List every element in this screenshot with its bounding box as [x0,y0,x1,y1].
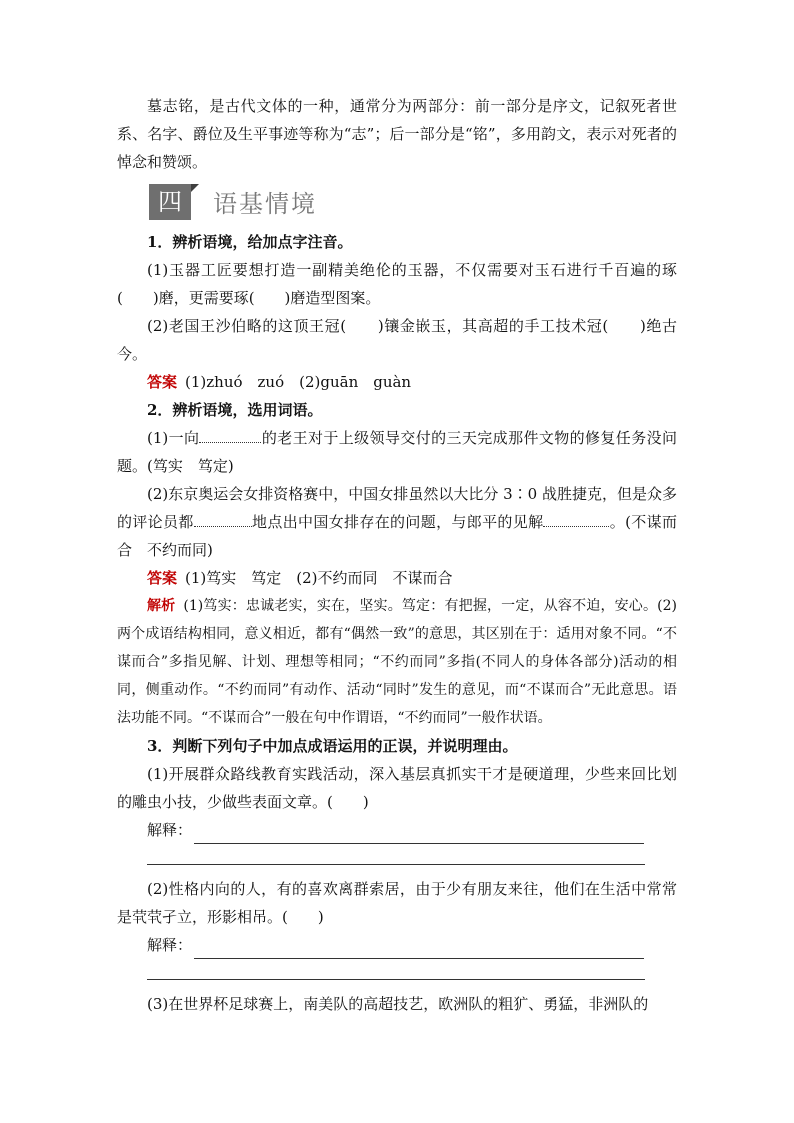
fill-blank[interactable] [543,510,609,527]
q2-item2-pre: (2)东京奥运会女排资格赛中，中国女排虽然以大比分 3∶0 战胜捷克，但是众多的评论员都 [117,485,677,531]
q3-title: 3．判断下列句子中加点成语运用的正误，并说明理由。 [147,737,518,755]
q2-item1-post: 的老王对于上级领导交付的三天完成那件文物的修复任务没问题。(笃实 笃定) [117,429,677,475]
q3-item2: (2)性格内向的人，有的喜欢离群索居，由于少有朋友来往，他们在生活中常常是茕茕孑立，形影相吊。( ) [117,880,677,926]
q2-item2-mid: 地点出中国女排存在的问题，与郎平的见解 [251,513,544,531]
answer-line[interactable] [194,823,644,844]
q1-item1: (1)玉器工匠要想打造一副精美绝伦的玉器，不仅需要对玉石进行千百遍的琢( )磨，更需要琢( )磨造型图案。 [117,261,677,307]
q2-answer-line [117,564,677,592]
answer-line[interactable] [194,938,644,959]
q3-item3: (3)在世界杯足球赛上，南美队的高超技艺，欧洲队的粗犷、勇猛，非洲队的 [147,995,649,1013]
q2-explain-text: (1)笃实：忠诚老实，实在，坚实。笃定：有把握，一定，从容不迫，安心。(2)两个成语结构相同，意义相近，都有“偶然一致”的意思，其区别在于：适用对象不同。“不谋而合”多指见解、计划、理想等相同；“不约而同”多指(不同人的身体各部分)活动的相同，侧重动作。“不约而同”有动作、活动“同时”发生的意见，而“不谋而合”无此意思。语法功能不同。“不谋而合”一般在句中作谓语，“不约而同”一般作状语。 [117,598,678,726]
q3-item2-explain-row [117,931,677,959]
answer-line[interactable] [147,959,645,980]
q1-answer-line [117,368,677,396]
explain-label: 解析 [147,598,176,614]
jieshi-label: 解释： [147,821,193,839]
q2-title: 2．辨析语境，选用词语。 [147,401,323,419]
q2-item1 [117,424,677,480]
q3-item1: (1)开展群众路线教育实践活动，深入基层真抓实干才是硬道理，少些来回比划的雕虫小技，少做些表面文章。( ) [117,765,677,811]
answer-label: 答案 [147,373,178,391]
fill-blank[interactable] [199,426,261,443]
q2-explain-paragraph [117,592,677,732]
q2-item1-pre: (1)一向 [147,429,200,447]
intro-paragraph: 墓志铭，是古代文体的一种，通常分为两部分：前一部分是序文，记叙死者世系、名字、爵位及生平事迹等称为“志”；后一部分是“铭”，多用韵文，表示对死者的悼念和赞颂。 [117,97,677,171]
q2-answer: (1)笃实 笃定 (2)不约而同 不谋而合 [185,569,453,587]
q1-answer: (1)zhuó zuó (2)guān guàn [185,373,412,391]
answer-label: 答案 [147,569,178,587]
page-content [117,92,677,1018]
section-title: 语基情境 [213,190,317,218]
q3-item1-explain-row [117,816,677,844]
fill-blank[interactable] [194,510,252,527]
section-fold-icon [191,184,199,192]
answer-line[interactable] [147,844,645,865]
q2-item2-post: 。(不谋而合 不约而同) [117,513,677,559]
section-header [149,182,677,226]
q2-explanation [117,592,677,732]
section-number-badge: 四 [149,184,191,220]
jieshi-label: 解释： [147,936,193,954]
q1-title: 1．辨析语境，给加点字注音。 [147,233,353,251]
q1-item2: (2)老国王沙伯略的这顶王冠( )镶金嵌玉，其高超的手工技术冠( )绝古今。 [117,317,677,363]
q2-item2 [117,480,677,564]
